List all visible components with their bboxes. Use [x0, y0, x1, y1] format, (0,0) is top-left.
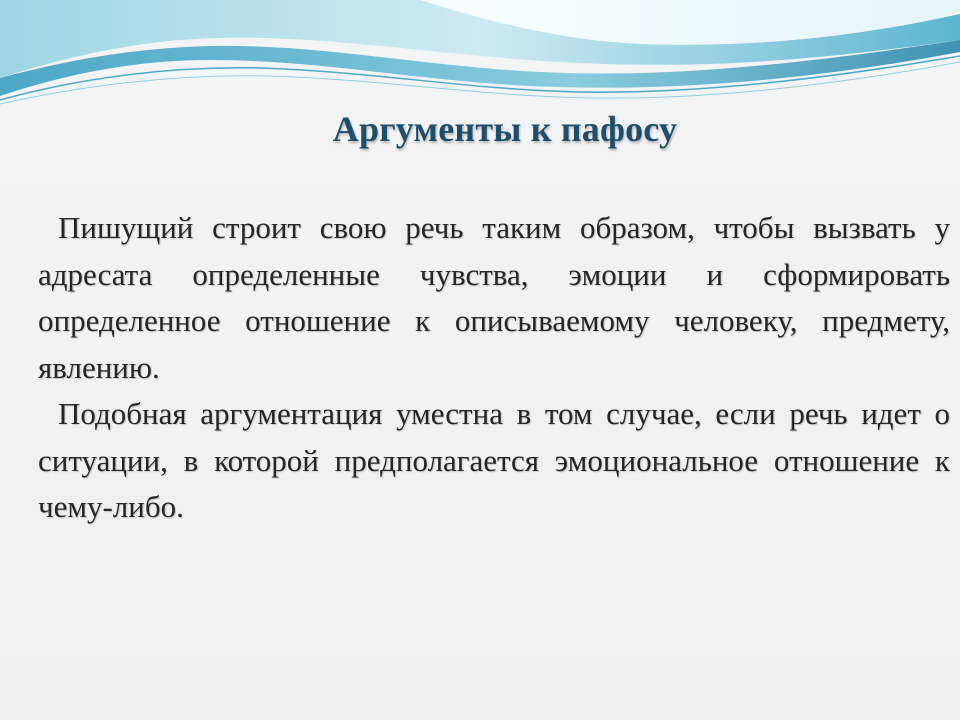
slide-body: [38, 205, 950, 531]
slide-title: Аргументы к пафосу: [332, 109, 678, 149]
paragraph-1: Пишущий строит свою речь таким образом, чтобы вызвать у адресата определенные чувства, эмоции и сформировать определенное отношение к описываемому человеку, предмету, явлению.: [38, 210, 950, 385]
paragraph-2: Подобная аргументация уместна в том случае, если речь идет о ситуации, в которой предполагается эмоциональное отношение к чему-либо.: [38, 396, 950, 524]
decorative-wave-header: [0, 0, 960, 120]
